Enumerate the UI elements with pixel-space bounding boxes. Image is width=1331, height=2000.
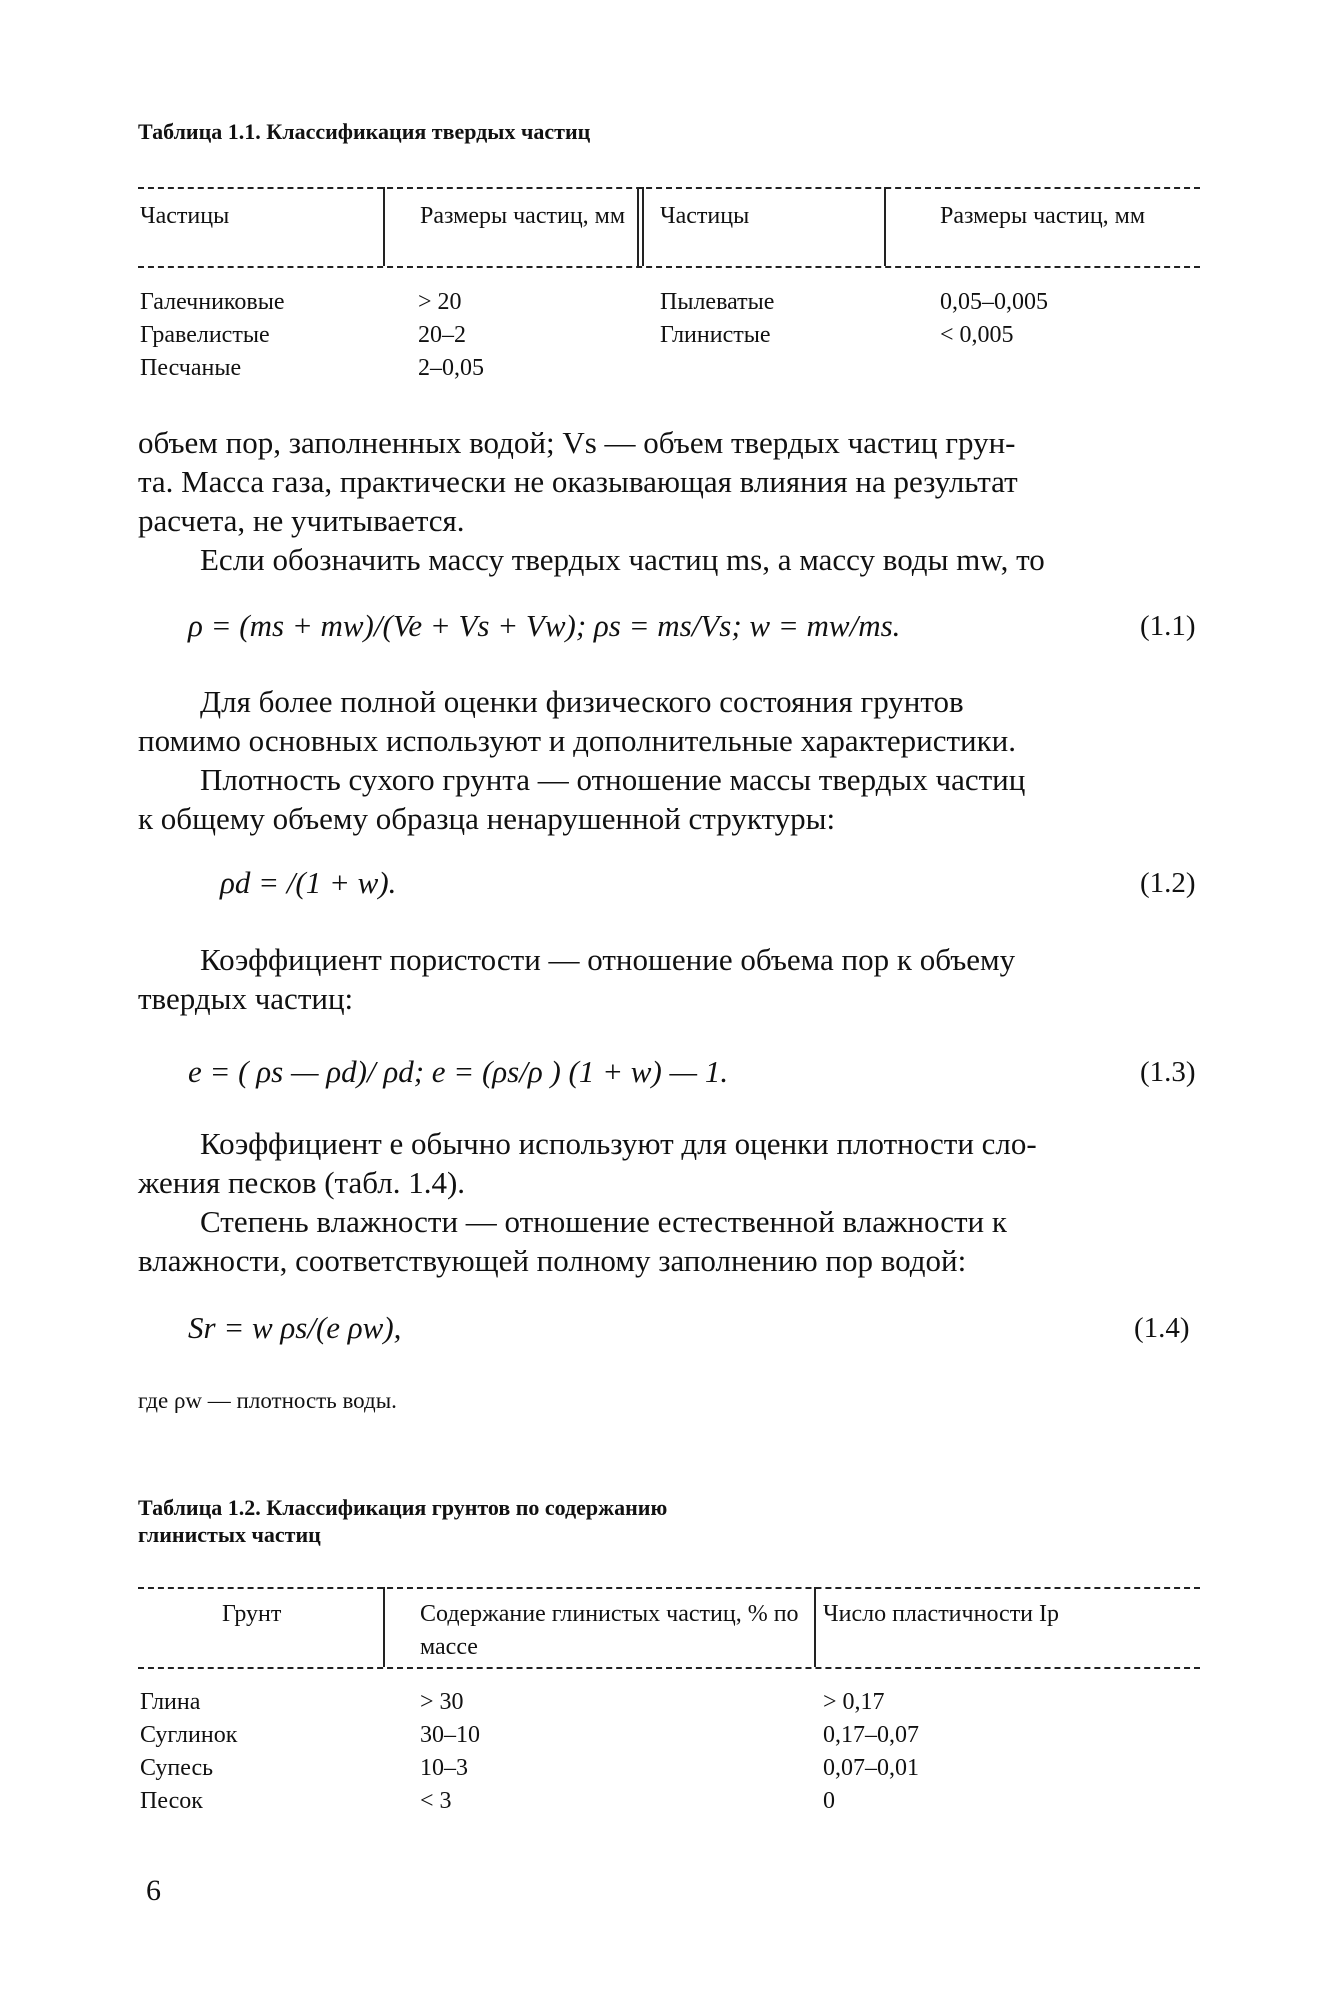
text-line: Если обозначить массу твердых частиц ms, а массу воды mw, то	[200, 542, 1045, 577]
formula-1-3: e = ( ρs — ρd)/ ρd; e = (ρs/ρ ) (1 + w) — 1.	[188, 1054, 729, 1089]
text-line: объем пор, заполненных водой; Vs — объем твердых частиц грун-	[138, 425, 1016, 460]
equation-number: (1.3)	[1140, 1056, 1196, 1088]
formula-1-1: ρ = (ms + mw)/(Ve + Vs + Vw); ρs = ms/Vs; w = mw/ms.	[188, 608, 901, 643]
paragraph	[138, 423, 1210, 579]
equation-number: (1.1)	[1140, 610, 1196, 642]
table-row: Супесь	[140, 1755, 214, 1781]
table-cell: 0,05–0,005	[940, 289, 1048, 315]
text-line: Плотность сухого грунта — отношение массы твердых частиц	[200, 762, 1026, 797]
table-cell: 2–0,05	[418, 355, 484, 381]
equation-number: (1.2)	[1140, 867, 1196, 899]
table-cell: > 0,17	[823, 1689, 885, 1715]
formula-1-4: Sr = w ρs/(e ρw),	[188, 1310, 402, 1345]
table-cell: 10–3	[420, 1755, 468, 1781]
table1-divider	[383, 187, 385, 266]
paragraph	[138, 940, 1210, 1018]
caption-line: глинистых частиц	[138, 1522, 321, 1547]
table-row: Гравелистые	[140, 322, 270, 348]
table1-divider	[884, 187, 886, 266]
table-row: Галечниковые	[140, 289, 285, 315]
table2-caption	[138, 1494, 667, 1548]
text-line: расчета, не учитывается.	[138, 503, 465, 538]
table-cell: < 0,005	[940, 322, 1014, 348]
equation-number: (1.4)	[1134, 1312, 1190, 1344]
caption-line: Таблица 1.2. Классификация грунтов по содержанию	[138, 1495, 668, 1520]
table2-divider	[814, 1587, 816, 1667]
table1-header-particles: Частицы	[140, 203, 230, 229]
table-cell: 0,17–0,07	[823, 1722, 919, 1748]
table2-header-content: Содержание глинистых частиц, % по массе	[420, 1601, 799, 1660]
table1-divider	[642, 187, 644, 266]
table2-header-soil: Грунт	[222, 1601, 282, 1627]
page-number: 6	[146, 1874, 161, 1907]
table-row: Глинистые	[660, 322, 771, 348]
text-line: к общему объему образца ненарушенной структуры:	[138, 801, 836, 836]
table1-header-particles: Частицы	[660, 203, 750, 229]
table-row: Песчаные	[140, 355, 242, 381]
table1-top-rule	[138, 187, 1200, 189]
table-cell: < 3	[420, 1788, 452, 1814]
table-cell: 0,07–0,01	[823, 1755, 919, 1781]
paragraph	[138, 682, 1210, 838]
table-row: Пылеватые	[660, 289, 775, 315]
table-cell: > 30	[420, 1689, 464, 1715]
footnote: где ρw — плотность воды.	[138, 1388, 397, 1413]
table-row: Глина	[140, 1689, 201, 1715]
table-cell: 30–10	[420, 1722, 480, 1748]
text-line: Коэффициент пористости — отношение объема пор к объему	[200, 942, 1016, 977]
table1-caption: Таблица 1.1. Классификация твердых частиц	[138, 119, 591, 144]
text-line: жения песков (табл. 1.4).	[138, 1165, 466, 1200]
text-line: твердых частиц:	[138, 981, 354, 1016]
table1-divider	[637, 187, 639, 266]
text-line: Для более полной оценки физического состояния грунтов	[200, 684, 964, 719]
text-line: Степень влажности — отношение естественной влажности к	[200, 1204, 1007, 1239]
table1-header-size: Размеры частиц, мм	[420, 203, 626, 229]
table2-divider	[383, 1587, 385, 1667]
table1-header-rule	[138, 266, 1200, 268]
formula-1-2: ρd = /(1 + w).	[220, 865, 397, 900]
text-line: Коэффициент e обычно используют для оценки плотности сло-	[200, 1126, 1037, 1161]
table2-top-rule	[138, 1587, 1200, 1589]
text-line: влажности, соответствующей полному заполнению пор водой:	[138, 1243, 967, 1278]
table2-header-ip: Число пластичности Ip	[823, 1601, 1060, 1627]
table2-header-rule	[138, 1667, 1200, 1669]
text-line: помимо основных используют и дополнительные характеристики.	[138, 723, 1017, 758]
table-cell: 0	[823, 1788, 835, 1814]
text-line: та. Масса газа, практически не оказывающая влияния на результат	[138, 464, 1018, 499]
table-cell: > 20	[418, 289, 462, 315]
table1-header-size: Размеры частиц, мм	[940, 203, 1146, 229]
table-row: Песок	[140, 1788, 203, 1814]
table-row: Суглинок	[140, 1722, 238, 1748]
paragraph	[138, 1124, 1210, 1280]
table-cell: 20–2	[418, 322, 466, 348]
